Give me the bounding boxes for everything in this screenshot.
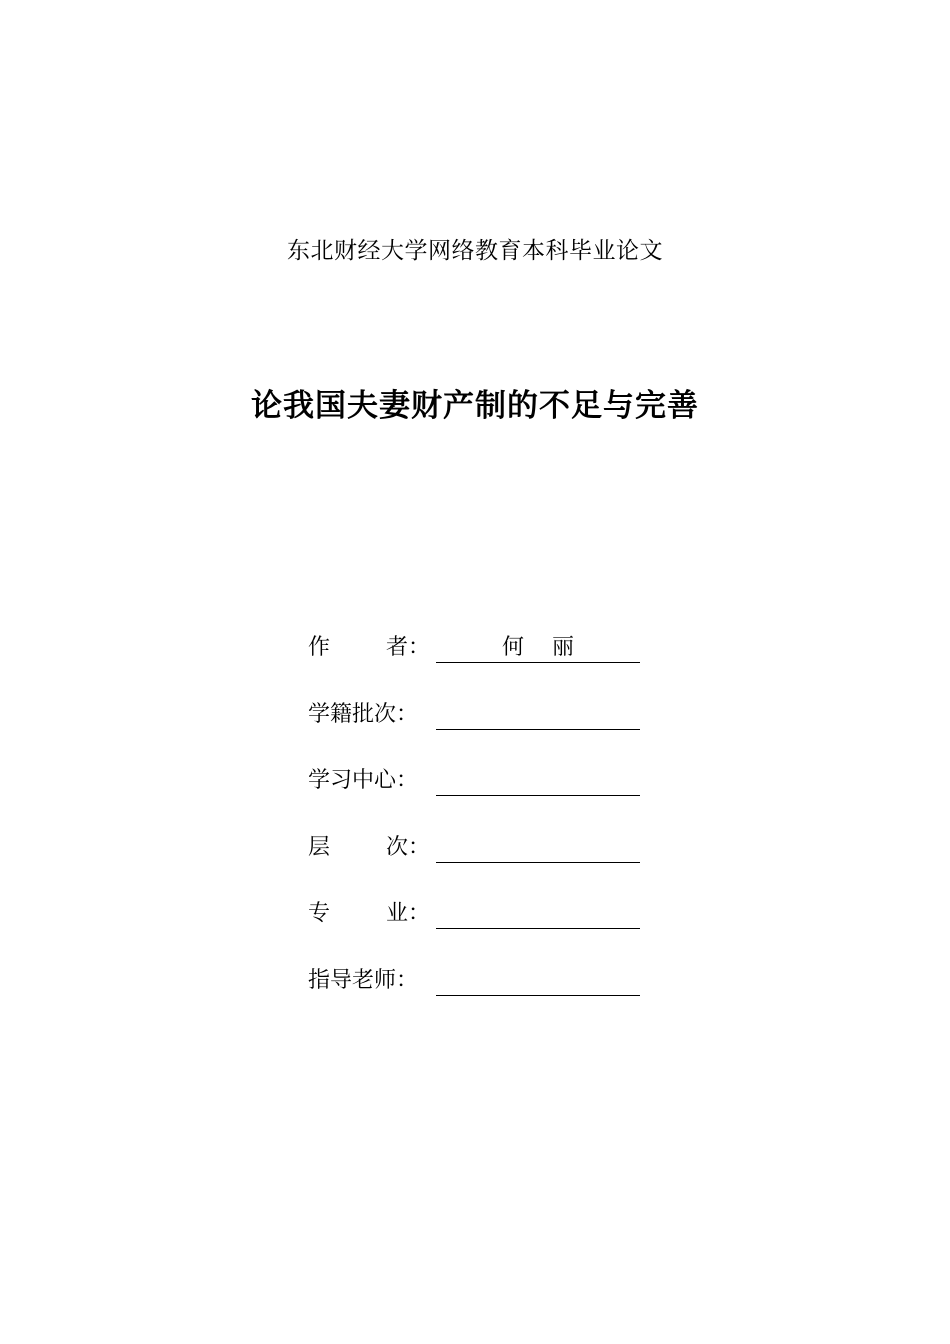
enrollment-batch-row: [308, 699, 648, 731]
university-heading: 东北财经大学网络教育本科毕业论文: [287, 238, 663, 264]
major-label: 专 业：: [308, 901, 430, 926]
major-row: [308, 898, 648, 930]
learning-center-row: [308, 765, 648, 797]
level-row: [308, 832, 648, 864]
level-value: [436, 832, 640, 863]
thesis-title: 论我国夫妻财产制的不足与完善: [251, 388, 699, 424]
advisor-label: 指导老师：: [308, 968, 419, 993]
learning-center-value: [436, 765, 640, 796]
author-value: 何 丽: [436, 632, 640, 663]
advisor-value: [436, 965, 640, 996]
major-value: [436, 898, 640, 929]
learning-center-label: 学习中心：: [308, 768, 419, 793]
author-row: [308, 632, 648, 664]
level-label: 层 次：: [308, 835, 430, 860]
enrollment-batch-label: 学籍批次：: [308, 702, 419, 727]
author-label: 作 者：: [308, 635, 430, 660]
enrollment-batch-value: [436, 699, 640, 730]
advisor-row: [308, 965, 648, 997]
